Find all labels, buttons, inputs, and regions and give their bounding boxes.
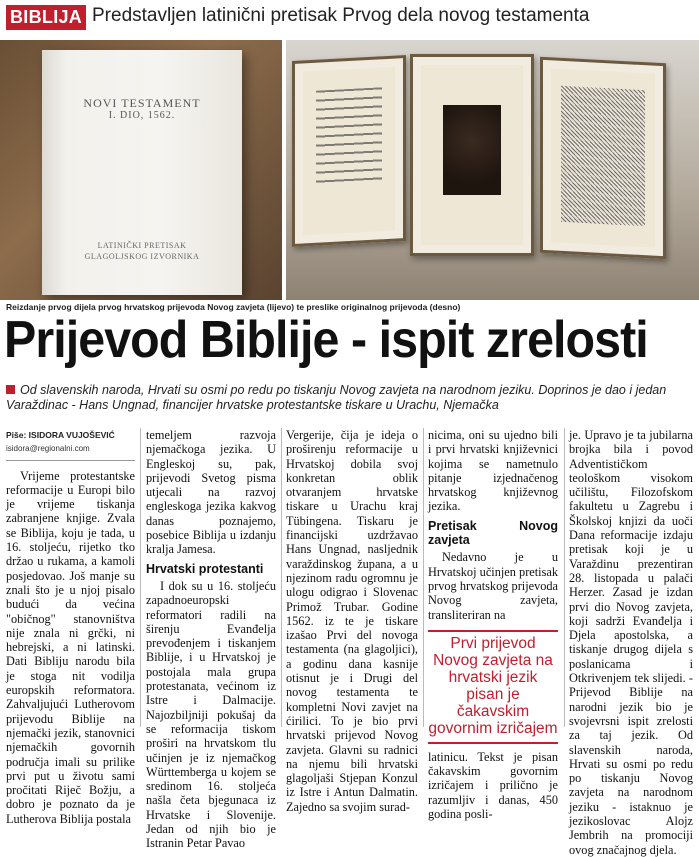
column-1-text: Vrijeme protestantske reformacije u Europi bilo je vrijeme tiskanja zabranjene knjige. Zvala se Biblija, koju je tada, u 16. stoljeću, rijetko tko držao u rukama, a kamoli posjedovao. Još manje su znali što je u njoj pisalo budući da većina "običnog" stanovništva nije znala ni grčki, ni hebrejski, a ni latinski. Dati Bibliju narodu bila je stoga nit vodilja europskih reformatora. Zahvaljujući Lutherovom prijevodu Biblije na njemački jezik, stanovnici njemačkih govornih područja imali su prilike prvi put u životu sami pročitati Riječ Božju, a dobro je poznato da je Lutherova Biblija postala <box>6 468 135 826</box>
column-4-text-b: Nedavno je u Hrvatskoj učinjen pretisak prvog hrvatskog prijevoda Novog zavjeta, transliteriran na <box>428 550 558 622</box>
column-2 <box>146 428 276 851</box>
book-subtitle <box>42 240 242 262</box>
column-3-text: Vergerije, čija je ideja o proširenju reformacije u Hrvatskoj dobila svoj konkretan oblik otvaranjem hrvatske tiskare u Urachu kraj Tübingena. Tiskaru je financijski uzdržavao Hans Ungnad, nasljednik varaždinskog župana, a u njezinom radu ogromnu je ulogu odigrao i Slovenac Primož Trubar. Godine 1562. iz te je tiskare izašao Prvi del novoga testamenta (na glagoljici), a godinu dana kasnije otisnut je i Drugi del novog testamenta te kompletni Novi zavjet na ćirilici. To je bio prvi hrvatski prijevod Novog zavjeta. Glavni su radnici na njemu bili hrvatski glagoljaši Stjepan Konzul iz Istre i Antun Dalmatin. Zajedno sa svojim surad- <box>286 428 418 814</box>
book-subtitle-line1: LATINIČKI PRETISAK <box>97 241 187 250</box>
subhead-reprint: Pretisak Novog zavjeta <box>428 518 558 548</box>
column-5-text: je. Upravo je ta jubilarna brojka bila i povod Adventističkom teološkom visokom učilištu, Filozofskom fakultetu u Zagrebu i Školskoj knjizi da uoči Dana reformacije izdaju pretisak koji je u Varaždinu prezentiran 28. listopada u palači Herzer. Zasad je izdan prvi dio Novog zavjeta, koji sadrži Evanđelja i Djela apostolska, a tiskanje drugog dijela s poslanicama i Otkrivenjem tek slijedi. - Prijevod Biblije na narodni jezik bio je svojevrsni ispit zrelosti za taj jezik. Od slavenskih naroda, Hrvati su osmi po redu po tiskanju Novog zavjeta na narodnom jeziku - istaknuo je jezikoslovac Alojz Jembrih na promociji ovog značajnog djela. <box>569 428 693 857</box>
column-4 <box>428 428 558 821</box>
column-2-text-a: temeljem razvoja njemačkoga jezika. U Engleskoj su, pak, prijevodi Svetog pisma utjecali na razvoj engleskoga jezika kakvog danas poznajemo, posebice Biblija u izdanju kralja Jamesa. <box>146 428 276 557</box>
author-byline: Piše: ISIDORA VUJOŠEVIĆ <box>6 430 115 440</box>
lead-marker <box>6 385 15 394</box>
book-subtitle-line2: GLAGOLJSKOG IZVORNIKA <box>84 252 200 261</box>
lead-paragraph <box>6 383 694 413</box>
book-cover <box>42 50 242 295</box>
framed-title-page <box>292 55 406 247</box>
book-edition: I. DIO, 1562. <box>108 110 176 121</box>
article-topbar <box>0 0 699 40</box>
column-4-text-c: latinicu. Tekst je pisan čakavskim govornim izričajem i prilično je razumljiv i danas, 450 godina posli- <box>428 749 558 822</box>
framed-engraving-page <box>540 57 666 260</box>
photo-caption: Reizdanje prvog dijela prvog hrvatskog prijevoda Novog zavjeta (lijevo) te preslike originalnog prijevoda (desno) <box>6 302 461 312</box>
column-2-text-b: I dok su u 16. stoljeću zapadnoeuropski reformatori radili na širenju Evanđelja prevođenjem i tiskanjem Biblije, i u Hrvatskoj je postojala mala grupa protestanata, većinom iz Istre i Dalmacije. Najozbiljniji pokušaj da se reformacija tiskom proširi na hrvatskom tlu učinjen je iz njemačkog Württemberga u kojem se sredinom 16. stoljeća našla četa bjegunaca iz Hrvatske i Slovenije. Jedan od njih bio je Istranin Petar Pavao <box>146 578 276 851</box>
column-3 <box>286 428 418 814</box>
column-1 <box>6 428 135 826</box>
kicker-title: Predstavljen latinični pretisak Prvog dela novog testamenta <box>92 5 590 26</box>
section-label: BIBLIJA <box>6 5 86 30</box>
column-divider <box>423 428 424 727</box>
column-4-text-a: nicima, oni su ujedno bili i prvi hrvatski književnici kojima se nametnulo pitanje izjednačenog hrvatskog književnog jezika. <box>428 428 558 514</box>
column-divider <box>564 428 565 727</box>
book-photo <box>0 40 282 300</box>
pull-quote: Prvi prijevod Novog zavjeta na hrvatski jezik pisan je čakavskim govornim izričajem <box>428 630 558 744</box>
framed-portrait-page <box>410 54 534 256</box>
lead-text: Od slavenskih naroda, Hrvati su osmi po redu po tiskanju Novog zavjeta na narodnom jeziku. Doprinos je dao i jedan Varaždinac - Hans Ungnad, financijer hrvatske protestantske tiskare u Urachu, Njemačka <box>6 383 667 412</box>
author-email: isidora@regionalni.com <box>6 442 135 460</box>
original-pages-photo <box>286 40 699 300</box>
book-title: NOVI TESTAMENT <box>83 96 201 110</box>
subhead-croatian-protestants: Hrvatski protestanti <box>146 561 264 576</box>
column-divider <box>140 428 141 727</box>
column-5 <box>569 428 693 857</box>
headline: Prijevod Biblije - ispit zrelosti <box>4 311 648 369</box>
column-divider <box>281 428 282 727</box>
